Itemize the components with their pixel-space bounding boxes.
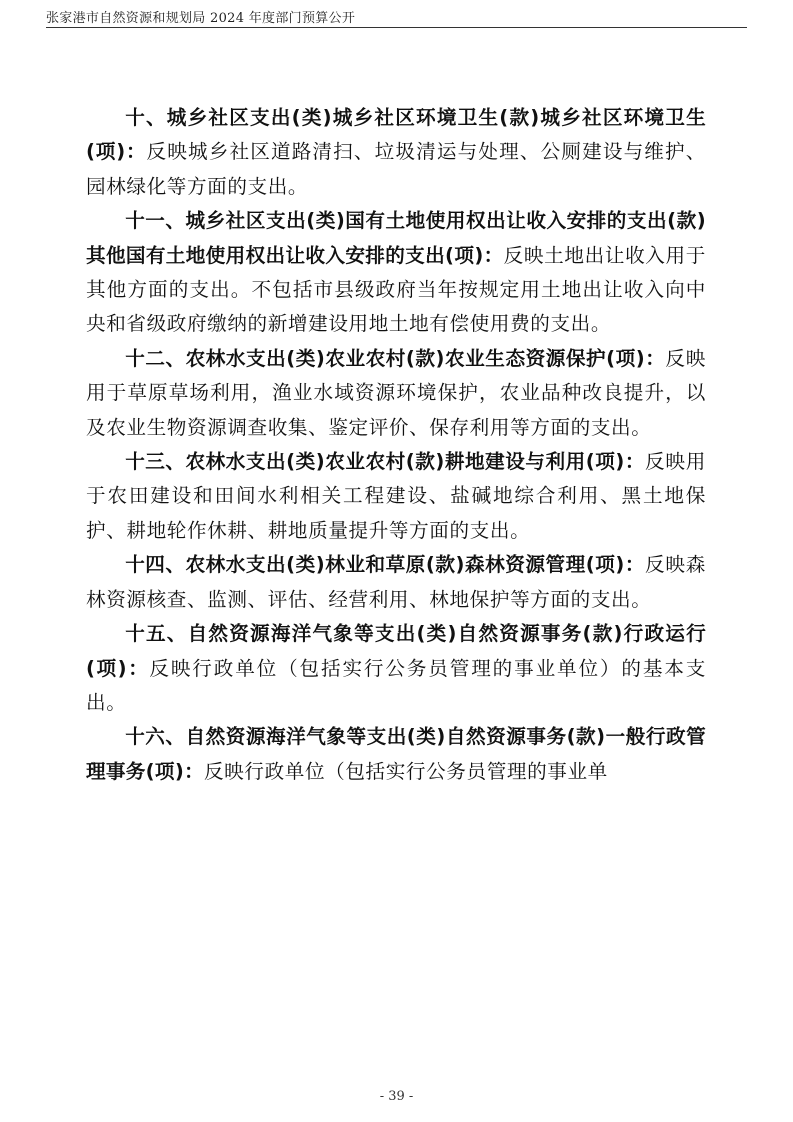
paragraph-12 <box>86 342 706 445</box>
paragraph-13 <box>86 445 706 548</box>
paragraph-14 <box>86 548 706 617</box>
paragraph-title: 十六、自然资源海洋气象等支出(类)自然资源事务(款)一般行政管理事务(项)： <box>86 725 706 783</box>
paragraph-16 <box>86 720 706 789</box>
paragraph-text: 反映用于草原草场利用，渔业水域资源环境保护，农业品种改良提升，以及农业生物资源调查收集、鉴定评价、保存利用等方面的支出。 <box>86 346 707 439</box>
page-number: - 39 - <box>379 1089 414 1104</box>
paragraph-10 <box>86 101 706 204</box>
paragraph-title: 十、城乡社区支出(类)城乡社区环境卫生(款)城乡社区环境卫生(项)： <box>86 106 706 164</box>
paragraph-text: 反映土地出让收入用于其他方面的支出。不包括市县级政府当年按规定用土地出让收入向中央和省级政府缴纳的新增建设用地土地有偿使用费的支出。 <box>86 243 707 336</box>
paragraph-title: 十四、农林水支出(类)林业和草原(款)森林资源管理(项)： <box>125 553 645 577</box>
paragraph-text: 反映行政单位（包括实行公务员管理的事业单 <box>203 759 608 783</box>
paragraph-title: 十三、农林水支出(类)农业农村(款)耕地建设与利用(项)： <box>125 450 645 474</box>
paragraph-text: 反映行政单位（包括实行公务员管理的事业单位）的基本支出。 <box>86 656 706 714</box>
paragraph-15 <box>86 617 706 720</box>
header-divider <box>46 27 747 28</box>
paragraph-text: 反映用于农田建设和田间水利相关工程建设、盐碱地综合利用、黑土地保护、耕地轮作休耕、耕地质量提升等方面的支出。 <box>86 450 706 542</box>
paragraph-title: 十五、自然资源海洋气象等支出(类)自然资源事务(款)行政运行(项)： <box>86 622 706 680</box>
paragraph-text: 反映森林资源核查、监测、评估、经营利用、林地保护等方面的支出。 <box>86 553 706 611</box>
paragraph-title: 十一、城乡社区支出(类)国有土地使用权出让收入安排的支出(款)其他国有土地使用权出让收入安排的支出(项)： <box>86 209 706 267</box>
paragraph-text: 反映城乡社区道路清扫、垃圾清运与处理、公厕建设与维护、园林绿化等方面的支出。 <box>86 140 706 198</box>
running-header: 张家港市自然资源和规划局 2024 年度部门预算公开 <box>46 11 356 26</box>
paragraph-title: 十二、农林水支出(类)农业农村(款)农业生态资源保护(项)： <box>125 346 666 370</box>
document-body <box>86 101 706 789</box>
paragraph-11 <box>86 204 706 342</box>
